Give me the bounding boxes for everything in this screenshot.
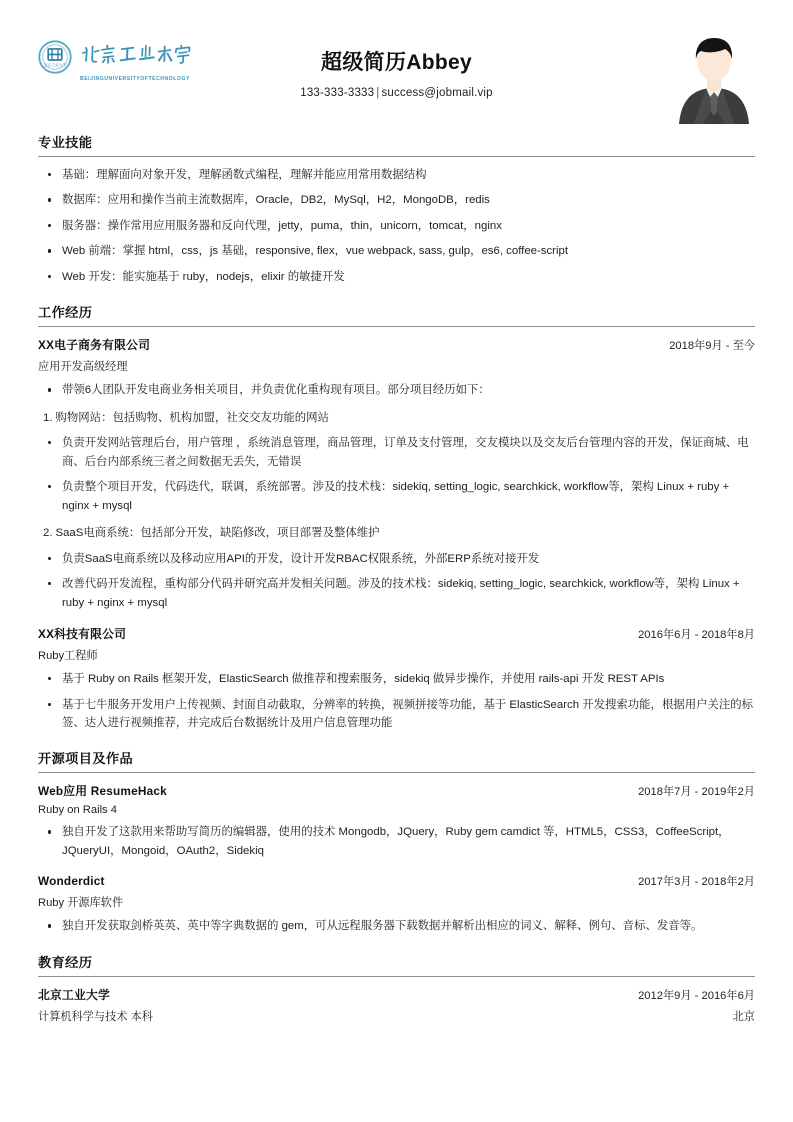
- skills-list: [38, 166, 755, 286]
- work-entry: [38, 336, 755, 612]
- university-name-calligraphy: [79, 41, 199, 73]
- section-title-education: 教育经历: [38, 954, 93, 970]
- entry-header: [38, 625, 755, 642]
- list-item: 基础：理解面向对象开发，理解函数式编程，理解并能应用常用数据结构: [38, 166, 755, 184]
- date-range: 2016年6月 - 2018年8月: [638, 629, 755, 642]
- date-range: 2012年9月 - 2016年6月: [638, 989, 755, 1002]
- project-number: 2.: [43, 527, 53, 540]
- email-address: success@jobmail.vip: [381, 87, 493, 100]
- entry-bullet-list: [38, 823, 755, 860]
- resume-header: [0, 0, 793, 118]
- company-name: XX电子商务有限公司: [38, 338, 151, 353]
- header-identity: [218, 28, 575, 99]
- entry-subtitle: [38, 894, 755, 910]
- date-range: 2017年3月 - 2018年2月: [638, 876, 755, 889]
- contact-separator: |: [376, 87, 380, 100]
- list-item: 数据库：应用和操作当前主流数据库，Oracle，DB2，MySql，H2，MongoDB，redis: [38, 191, 755, 209]
- entry-bullet-list: [38, 381, 755, 399]
- entry-subtitle: [38, 1008, 755, 1024]
- section-work-experience: [38, 302, 755, 732]
- school-name: 北京工业大学: [38, 987, 110, 1002]
- list-item: 改善代码开发流程，重构部分代码并研究高并发相关问题。涉及的技术栈：sidekiq, setting_logic, searchkick, workflow等，架构 Linux + ruby + nginx + mysql: [38, 575, 755, 612]
- phone-number: 133-333-3333: [300, 87, 375, 100]
- page-title: 超级简历Abbey: [321, 51, 472, 74]
- job-title: 应用开发高级经理: [38, 361, 128, 374]
- project-label: 购物网站：包括购物、机构加盟，社交交友功能的网站: [55, 411, 329, 424]
- project-heading: [38, 524, 755, 542]
- section-divider: [38, 156, 755, 157]
- project-bullet-list: [38, 550, 755, 612]
- section-divider: [38, 976, 755, 977]
- work-entry: [38, 625, 755, 732]
- section-education: [38, 952, 755, 1024]
- list-item: 负责整个项目开发，代码迭代，联调，系统部署。涉及的技术栈：sidekiq, setting_logic, searchkick, workflow等，架构 Linux + ruby + nginx + mysql: [38, 478, 755, 515]
- section-title-projects: 开源项目及作品: [38, 751, 134, 767]
- major-degree: 计算机科学与技术 本科: [38, 1010, 153, 1023]
- list-item: Web 开发：能实施基于 ruby，nodejs，elixir 的敏捷开发: [38, 268, 755, 286]
- entry-subtitle: [38, 647, 755, 663]
- project-tech: Ruby 开源库软件: [38, 897, 124, 910]
- university-logo-block: [38, 28, 218, 82]
- svg-text:北京工业大学: 北京工业大学: [43, 63, 67, 68]
- section-open-source-projects: [38, 748, 755, 935]
- list-item: 负责开发网站管理后台，用户管理 ，系统消息管理，商品管理，订单及支付管理，交友模块以及交友后台管理内容的开发，保证商城、电商、后台内部系统三者之间数据无丢失，无错误: [38, 434, 755, 471]
- company-name: XX科技有限公司: [38, 627, 127, 642]
- job-title: Ruby工程师: [38, 650, 98, 663]
- list-item: 负责SaaS电商系统以及移动应用API的开发，设计开发RBAC权限系统，外部ERP系统对接开发: [38, 550, 755, 568]
- entry-header: [38, 873, 755, 889]
- entry-bullet-list: [38, 670, 755, 732]
- list-item: 独自开发获取剑桥英英、英中等字典数据的 gem，可从远程服务器下载数据并解析出相应的词义、解释、例句、音标、发音等。: [38, 917, 755, 935]
- avatar: [673, 28, 755, 124]
- entry-header: [38, 782, 755, 799]
- list-item: 带领6人团队开发电商业务相关项目，并负责优化重构现有项目。部分项目经历如下：: [38, 381, 755, 399]
- section-title-work: 工作经历: [38, 305, 93, 321]
- project-entry: [38, 873, 755, 935]
- avatar-block: [575, 28, 755, 124]
- list-item: 服务器：操作常用应用服务器和反向代理，jetty，puma，thin，unicorn，tomcat，nginx: [38, 217, 755, 235]
- entry-header: [38, 986, 755, 1003]
- entry-header: [38, 336, 755, 353]
- entry-location: 北京: [732, 1010, 755, 1023]
- list-item: 基于七牛服务开发用户上传视频、封面自动截取，分辨率的转换，视频拼接等功能，基于 ElasticSearch 开发搜索功能，根据用户关注的标签、达人进行视频推荐，并完成后台数据统计及用户信息管理功能: [38, 696, 755, 733]
- project-number: 1.: [43, 411, 53, 424]
- section-skills: [38, 132, 755, 286]
- project-entry: [38, 782, 755, 860]
- project-label: SaaS电商系统：包括部分开发，缺陷修改，项目部署及整体维护: [55, 527, 380, 540]
- section-title-skills: 专业技能: [38, 135, 93, 150]
- date-range: 2018年9月 - 至今: [669, 340, 755, 353]
- project-name: Web应用 ResumeHack: [38, 784, 167, 799]
- project-bullet-list: [38, 434, 755, 515]
- project-tech: Ruby on Rails 4: [38, 804, 117, 817]
- list-item: 独自开发了这款用来帮助写简历的编辑器，使用的技术 Mongodb，JQuery，Ruby gem camdict 等，HTML5，CSS3，CoffeeScript，JQueryUI，Mongoid，OAuth2，Sidekiq: [38, 823, 755, 860]
- date-range: 2018年7月 - 2019年2月: [638, 786, 755, 799]
- resume-body: [0, 132, 793, 1024]
- project-heading: [38, 409, 755, 427]
- university-english-name: BEIJINGUNIVERSITYOFTECHNOLOGY: [80, 76, 190, 82]
- list-item: 基于 Ruby on Rails 框架开发，ElasticSearch 做推荐和搜索服务，sidekiq 做异步操作，并使用 rails-api 开发 REST APIs: [38, 670, 755, 688]
- project-name: Wonderdict: [38, 874, 105, 889]
- entry-bullet-list: [38, 917, 755, 935]
- education-entry: [38, 986, 755, 1024]
- beijing-university-of-technology-logo-icon: [38, 40, 72, 74]
- section-divider: [38, 772, 755, 773]
- section-divider: [38, 326, 755, 327]
- contact-line: [218, 87, 575, 99]
- entry-subtitle: [38, 358, 755, 374]
- list-item: Web 前端：掌握 html，css，js 基础，responsive, flex，vue webpack, sass, gulp，es6, coffee-script: [38, 242, 755, 260]
- entry-subtitle: [38, 804, 755, 816]
